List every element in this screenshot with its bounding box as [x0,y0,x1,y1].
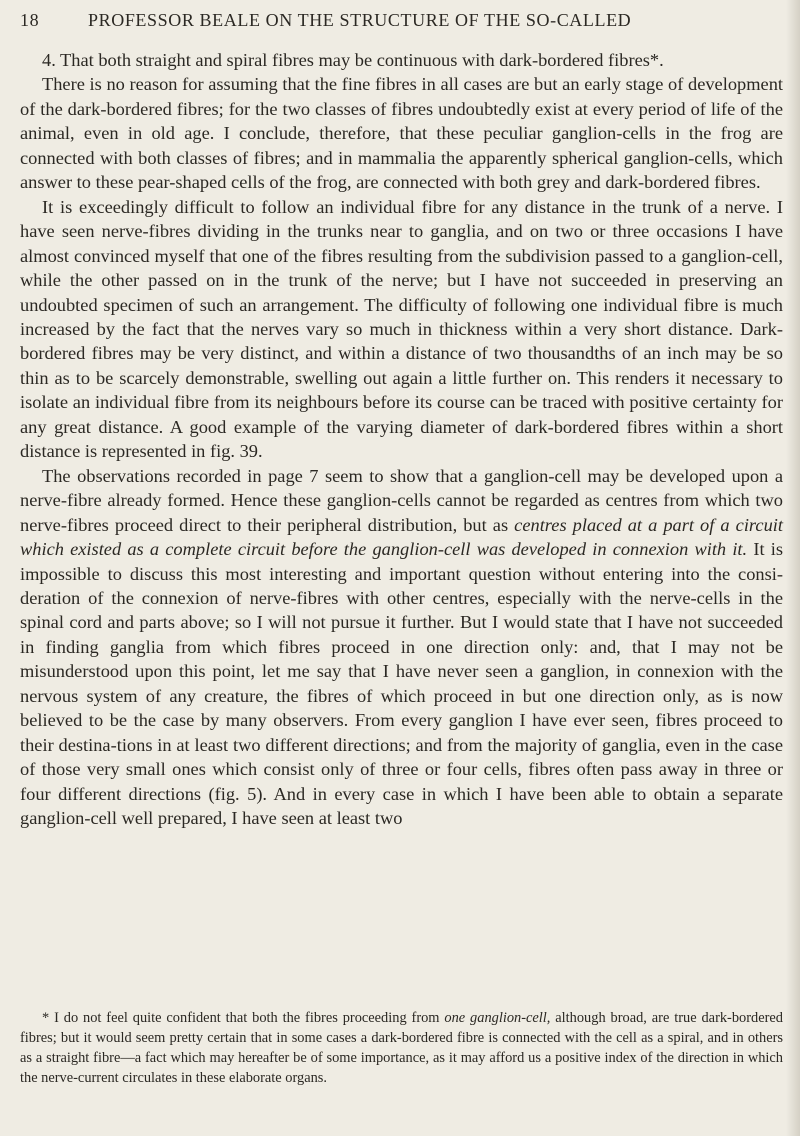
footnote-start: * I do not feel quite confident that both the fibres proceeding from [42,1010,445,1026]
paragraph-3: It is exceedingly difficult to follow an individual fibre for any distance in the trunk of a nerve. I have seen nerve-fibres dividing in the trunks near to ganglia, and on two or three occasions I have almost convinced myself that one of the fibres resulting from the subdivision passed to a ganglion-cell, while the other passed on in the trunk of the nerve; but I have not succeeded in preserving an undoubted specimen of such an arrangement. The difficulty of following one individual fibre is much increased by the fact that the nerves vary so much in thickness within a very short distance. Dark-bordered fibres may be very distinct, and within a distance of two thousandths of an inch may be so thin as to be scarcely demonstrable, swelling out again a little further on. This renders it necessary to isolate an individual fibre from its neighbours before its course can be traced with positive certainty for any great distance. A good example of the varying diameter of dark-bordered fibres within a short distance is represented in fig. 39. [20,196,783,462]
page-number: 18 [20,10,40,30]
footnote [20,1008,783,1088]
footnote-end: although broad, are true dark-bordered fibres; but it would seem pretty certain that in some cases a dark-bordered fibre is connected with the cell as a spiral, and in others as a straight fibre—a fact which may hereafter be of some importance, as it may afford us a positive index of the direction in which the nerve-current circulates in these elaborate organs. [20,1010,783,1086]
paragraph-4-end: It is impossible to discuss this most interesting and important question without entering into the consi-deration of the connexion of nerve-fibres with other centres, especially with the nerve-cells in the spinal cord and parts above; so I will not pursue it further. But I would state that I have not succeeded in finding ganglia from which fibres proceed in one direction only: and, that I may not be misunderstood upon this point, let me say that I have never seen a ganglion, in connexion with the nervous system of any creature, the fibres of which proceed in but one direction only, as is now believed to be the case by many observers. From every ganglion I have ever seen, fibres proceed to their destina-tions in at least two different directions; and from the majority of ganglia, even in the case of those very small ones which consist only of three or four cells, fibres often pass away in three or four different directions (fig. 5). And in every case in which I have been able to obtain a separate ganglion-cell well prepared, I have seen at least two [20,539,784,829]
footnote-text [20,1008,783,1088]
paragraph-4-emphasis: centres placed at a part of a circuit which existed as a complete circuit before the ganglion-cell was developed in connexion with it. [20,514,783,560]
running-title: PROFESSOR BEALE ON THE STRUCTURE OF THE SO-CALLED [88,10,632,30]
paragraph-1: 4. That both straight and spiral fibres may be continuous with dark-bordered fibres*. [42,50,664,70]
running-head [20,10,780,36]
page-edge-shadow [786,0,800,1136]
body-text [20,48,783,831]
paragraph-4 [20,464,783,831]
paragraph-4-start: The observations recorded in page 7 seem to show that a ganglion-cell may be developed upon a nerve-fibre already formed. Hence these ganglion-cells cannot be regarded as centres from which two nerve-fibres proceed direct to their peripheral distribution, but as [20,465,783,535]
footnote-emphasis: one ganglion-cell, [444,1010,551,1026]
paragraph-2: There is no reason for assuming that the fine fibres in all cases are but an early stage of development of the dark-bordered fibres; for the two classes of fibres undoubtedly exist at every period of life of the animal, even in old age. I conclude, therefore, that these peculiar ganglion-cells in the frog are connected with both classes of fibres; and in mammalia the apparently spherical ganglion-cells, which answer to these pear-shaped cells of the frog, are connected with both grey and dark-bordered fibres. [20,74,783,193]
